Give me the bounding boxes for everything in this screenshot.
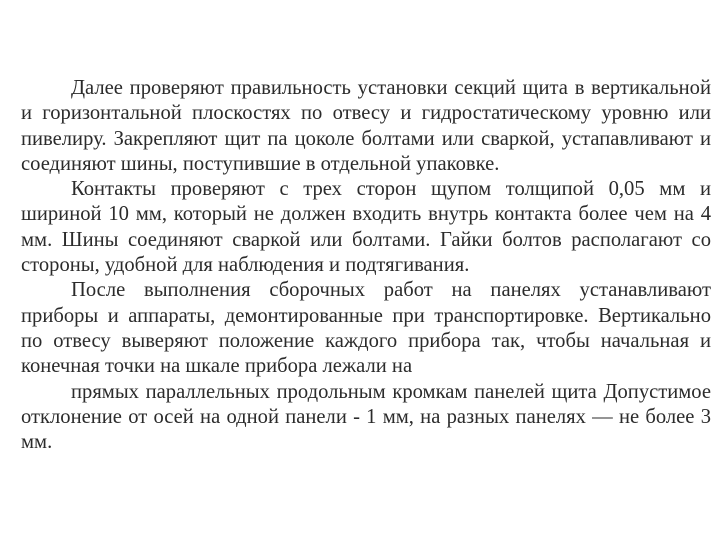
document-body <box>21 76 711 455</box>
paragraph-instrument-install: После выполнения сборочных работ на панелях устанавливают приборы и аппараты, демонтированные при транспортировке. Вертикально по отвесу выверяют положение каждого прибора так, чтобы начальная и конечная точки на шкале прибора лежали на <box>21 279 711 378</box>
paragraph-contacts-check: Контакты проверяют с трех сторон щупом толщипой 0,05 мм и шириной 10 мм, который не должен входить внутрь контакта более чем на 4 мм. Шины соединяют сваркой или болтами. Гайки болтов располагают со стороны, удобной для наблюдения и подтягивания. <box>21 178 711 277</box>
paragraph-tolerance: прямых параллельных продольным кромкам панелей щита Допустимое отклонение от осей на одной панели - 1 мм, на разных панелях — не более 3 мм. <box>21 380 711 454</box>
paragraph-alignment-check: Далее проверяют правильность установки секций щита в вертикальной и горизонтальной плоскостях по отвесу и гидростатическому уровню или пивелиру. Закрепляют щит па цоколе болтами или сваркой, устапавливают и соединяют шины, поступившие в отдельной упаковке. <box>21 77 711 175</box>
